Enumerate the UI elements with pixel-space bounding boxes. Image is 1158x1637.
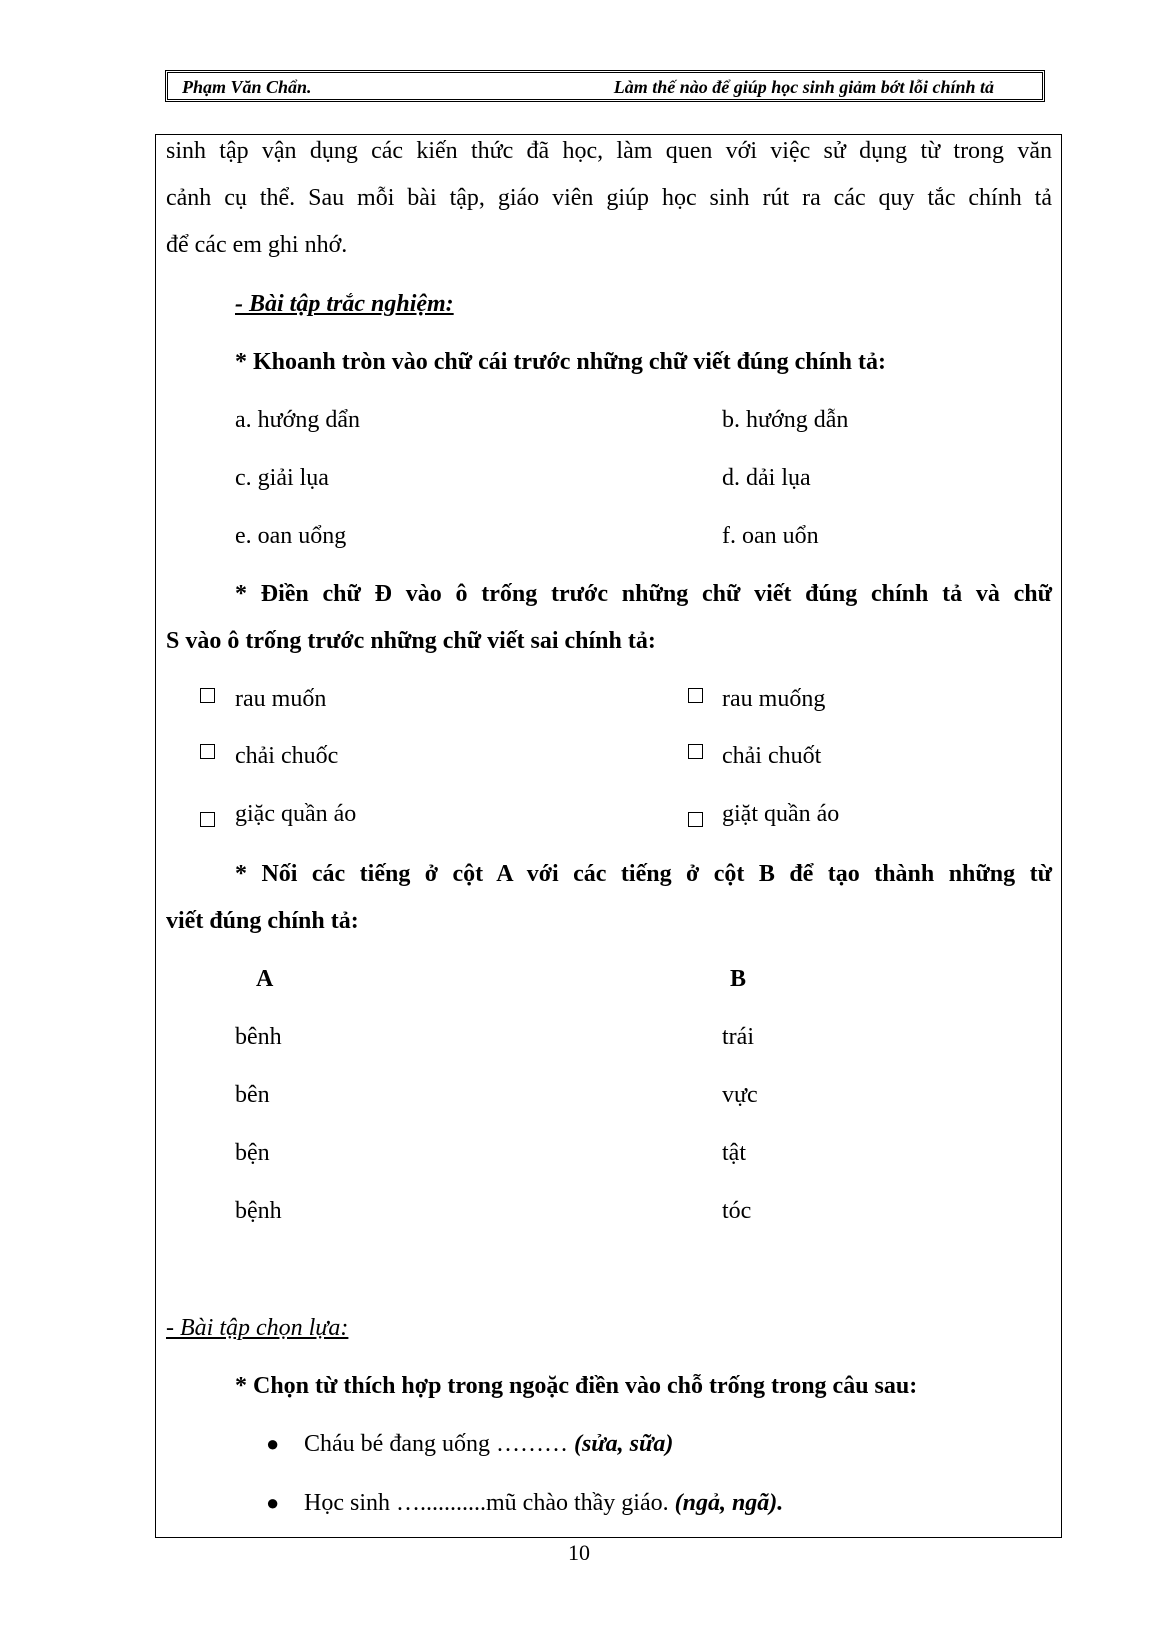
q1-option-e: e. oan uổng [235, 523, 347, 549]
section2-prompt: * Chọn từ thích hợp trong ngoặc điền vào chỗ trống trong câu sau: [235, 1373, 918, 1399]
q1-option-d: d. dải lụa [722, 465, 811, 491]
q3-col-b-item: tóc [722, 1198, 752, 1224]
intro-line-2: cảnh cụ thể. Sau mỗi bài tập, giáo viên giúp học sinh rút ra các quy tắc chính tả [166, 185, 1052, 211]
q3-col-a-item: bênh [235, 1024, 282, 1050]
q3-col-a-item: bên [235, 1082, 270, 1108]
checkbox-icon[interactable] [688, 812, 703, 827]
header-title: Làm thế nào để giúp học sinh giảm bớt lỗi chính tả [613, 77, 994, 97]
q3-col-b-item: vực [722, 1082, 758, 1108]
bullet-icon: ● [266, 1490, 280, 1515]
q3-col-b-header: B [730, 966, 747, 992]
q1-prompt: * Khoanh tròn vào chữ cái trước những chữ viết đúng chính tả: [235, 349, 886, 375]
q2-item-3b: giặt quần áo [722, 801, 840, 827]
q1-option-b: b. hướng dẫn [722, 407, 849, 433]
checkbox-icon[interactable] [200, 812, 215, 827]
section2-item-2 [304, 1488, 783, 1518]
q3-col-b-item: tật [722, 1140, 746, 1166]
section2-item-2-choices: (ngả, ngã). [674, 1490, 784, 1516]
section2-item-1-choices: (sửa, sữa) [573, 1431, 674, 1457]
q2-prompt-line-2: S vào ô trống trước những chữ viết sai chính tả: [166, 628, 656, 654]
q2-item-1a: rau muốn [235, 686, 327, 712]
section1-heading: - Bài tập trắc nghiệm: [235, 291, 454, 317]
section2-item-1-text: Cháu bé đang uống ……… [304, 1431, 574, 1457]
q2-item-3a: giặc quần áo [235, 801, 357, 827]
q3-col-a-header: A [256, 966, 274, 992]
q3-col-a-item: bện [235, 1140, 270, 1166]
q1-option-c: c. giải lụa [235, 465, 329, 491]
bullet-icon: ● [266, 1431, 280, 1456]
q2-item-1b: rau muống [722, 686, 826, 712]
checkbox-icon[interactable] [688, 744, 703, 759]
page-header [165, 70, 1045, 102]
page-number: 10 [568, 1540, 590, 1565]
section2-heading: - Bài tập chọn lựa: [166, 1315, 349, 1341]
section2-item-2-text: Học sinh …...........mũ chào thầy giáo. [304, 1490, 675, 1516]
intro-line-1: sinh tập vận dụng các kiến thức đã học, làm quen với việc sử dụng từ trong văn [166, 138, 1052, 164]
q2-prompt-line-1: * Điền chữ Đ vào ô trống trước những chữ viết đúng chính tả và chữ [235, 581, 1052, 607]
q2-item-2a: chải chuốc [235, 743, 339, 769]
q1-option-a: a. hướng dẩn [235, 407, 361, 433]
header-author: Phạm Văn Chẩn. [182, 77, 312, 97]
checkbox-icon[interactable] [200, 688, 215, 703]
checkbox-icon[interactable] [688, 688, 703, 703]
checkbox-icon[interactable] [200, 744, 215, 759]
q3-prompt-line-1: * Nối các tiếng ở cột A với các tiếng ở cột B để tạo thành những từ [235, 861, 1052, 887]
q2-item-2b: chải chuốt [722, 743, 822, 769]
q3-prompt-line-2: viết đúng chính tả: [166, 908, 359, 934]
q1-option-f: f. oan uổn [722, 523, 819, 549]
q3-col-b-item: trái [722, 1024, 754, 1050]
section2-item-1 [304, 1429, 673, 1459]
q3-col-a-item: bệnh [235, 1198, 282, 1224]
intro-line-3: để các em ghi nhớ. [166, 232, 348, 258]
